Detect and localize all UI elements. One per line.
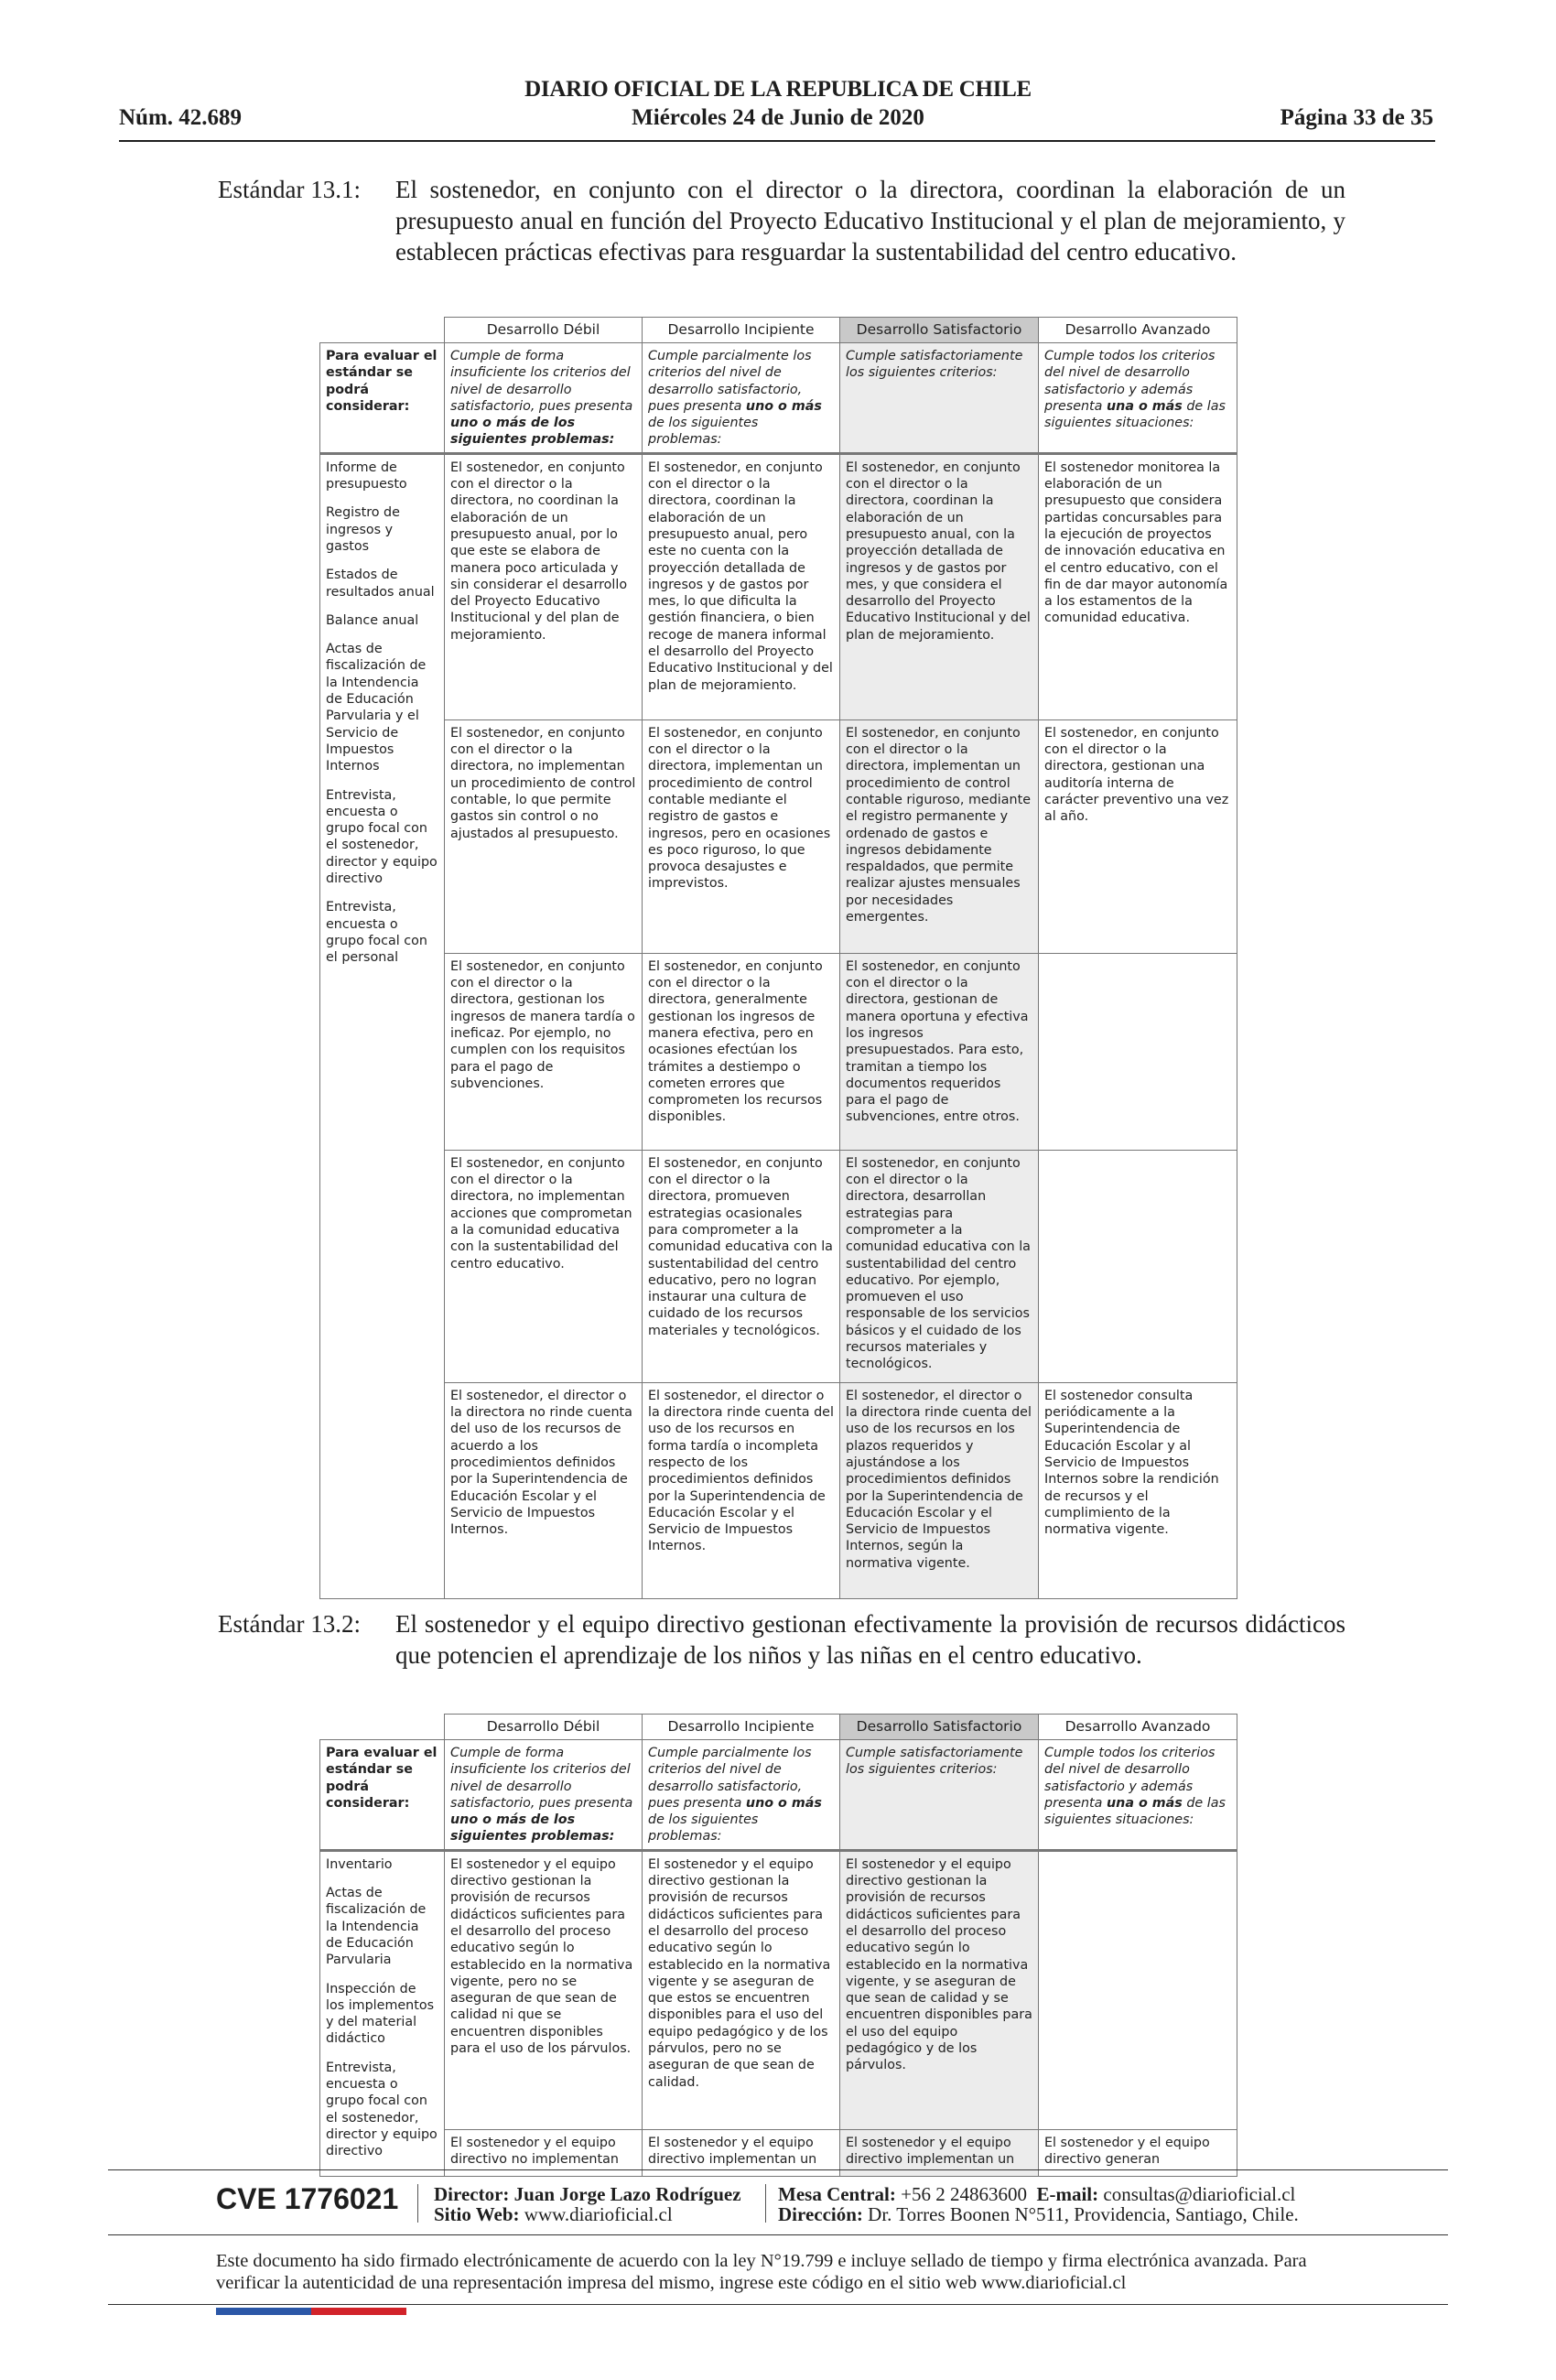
standard-13-1 [218, 174, 1345, 267]
cell-debil: El sostenedor y el equipo directivo no implementan [445, 2130, 643, 2177]
evidence-item: Entrevista, encuesta o grupo focal con el personal [326, 900, 427, 966]
column-header-debil: Desarrollo Débil [445, 318, 643, 343]
column-header-avanzado: Desarrollo Avanzado [1039, 1715, 1237, 1740]
column-header-avanzado: Desarrollo Avanzado [1039, 318, 1237, 343]
rubric-table-13-2 [319, 1714, 1237, 2177]
phone-label: Mesa Central: [778, 2183, 896, 2205]
director-name: Juan Jorge Lazo Rodríguez [513, 2183, 741, 2205]
cell-debil: El sostenedor, en conjunto con el director o la directora, no coordinan la elaboración de un presupuesto anual, por lo que este se elabora de manera poco articulada y sin considerar el desarrollo del Proyecto Educativo Institucional y del plan de mejoramiento. [445, 453, 643, 719]
criteria-satisfactorio: Cumple satisfactoriamente los siguientes criterios: [840, 1740, 1039, 1851]
issue-number: Núm. 42.689 [119, 105, 243, 130]
standard-text: El sostenedor, en conjunto con el director o la directora, coordinan la elaboración de un presupuesto anual en función del Proyecto Educativo Institucional y el plan de mejoramiento, y establecen prácticas efectivas para resguardar la sustentabilidad del centro educativo. [395, 176, 1345, 265]
newspaper-title: DIARIO OFICIAL DE LA REPUBLICA DE CHILE [524, 77, 1032, 102]
column-header-satisfactorio: Desarrollo Satisfactorio [840, 1715, 1039, 1740]
phone-number: +56 2 24863600 [901, 2183, 1027, 2205]
cell-satisfactorio: El sostenedor y el equipo directivo gestionan la provisión de recursos didácticos suficientes para el desarrollo del proceso educativo según lo establecido en la normativa vigente, y se aseguran de que sean de calidad y se encuentren disponibles para el uso del equipo pedagógico y de los párvulos. [840, 1850, 1039, 2129]
email-link[interactable]: consultas@diarioficial.cl [1103, 2183, 1296, 2205]
website-label: Sitio Web: [434, 2203, 520, 2225]
cell-avanzado: El sostenedor monitorea la elaboración de un presupuesto que considera partidas concursables para la ejecución de proyectos de innovación educativa en el centro educativo, con el fin de dar mayor autonomía a los estamentos de la comunidad educativa. [1039, 453, 1237, 719]
criteria-incipiente: Cumple parcialmente los criterios del nivel de desarrollo satisfactorio, pues presenta uno o más de los siguientes problemas: [643, 1740, 840, 1851]
director-label: Director: [434, 2183, 510, 2205]
cell-avanzado [1039, 953, 1237, 1150]
evidence-item: Registro de ingresos y gastos [326, 505, 400, 554]
standard-label: Estándar 13.2: [218, 1610, 361, 1638]
standard-text: El sostenedor y el equipo directivo gestionan efectivamente la provisión de recursos didácticos que potencien el aprendizaje de los niños y las niñas en el centro educativo. [395, 1610, 1345, 1669]
cell-avanzado: El sostenedor y el equipo directivo generan [1039, 2130, 1237, 2177]
cell-debil: El sostenedor, en conjunto con el director o la directora, gestionan los ingresos de manera tardía o ineficaz. Por ejemplo, no cumplen con los requisitos para el pago de subvenciones. [445, 953, 643, 1150]
cell-debil: El sostenedor y el equipo directivo gestionan la provisión de recursos didácticos suficientes para el desarrollo del proceso educativo según lo establecido en la normativa vigente, pero no se aseguran de que sean de calidad ni que se encuentren disponibles para el uso de los párvulos. [445, 1850, 643, 2129]
evidence-item: Actas de fiscalización de la Intendencia de Educación Parvularia y el Servicio de Impuestos Internos [326, 642, 427, 774]
email-label: E-mail: [1036, 2183, 1099, 2205]
footer-divider [108, 2169, 1448, 2170]
cell-incipiente: El sostenedor, en conjunto con el director o la directora, promueven estrategias ocasionales para comprometer a la comunidad educativa con la sustentabilidad del centro educativo, pero no logran instaurar una cultura de cuidado de los recursos materiales y tecnológicos. [643, 1150, 840, 1382]
cell-avanzado [1039, 1850, 1237, 2129]
evidence-item: Entrevista, encuesta o grupo focal con el sostenedor, director y equipo directivo [326, 787, 438, 887]
cve-code: CVE 1776021 [216, 2182, 399, 2215]
evidence-item: Actas de fiscalización de la Intendencia de Educación Parvularia [326, 1886, 427, 1968]
evidence-item: Entrevista, encuesta o grupo focal con el sostenedor, director y equipo directivo [326, 2060, 438, 2159]
header-blank-cell [320, 1715, 445, 1740]
signature-notice: Este documento ha sido firmado electrónicamente de acuerdo con la ley N°19.799 e incluye sellado de tiempo y firma electrónica avanzada. Para verificar la autenticidad de una representación impresa del mismo, ingrese este código en el sitio web www.diarioficial.cl [216, 2251, 1307, 2293]
standard-label: Estándar 13.1: [218, 176, 361, 203]
address-label: Dirección: [778, 2203, 863, 2225]
website-link[interactable]: www.diarioficial.cl [524, 2203, 673, 2225]
header-divider [119, 140, 1435, 142]
cell-incipiente: El sostenedor, en conjunto con el director o la directora, generalmente gestionan los ingresos de manera efectiva, pero en ocasiones efectúan los trámites a destiempo o cometen errores que comprometen los recursos disponibles. [643, 953, 840, 1150]
cell-satisfactorio: El sostenedor, en conjunto con el director o la directora, gestionan de manera oportuna y efectiva los ingresos presupuestados. Para esto, tramitan a tiempo los documentos requeridos para el pago de subvenciones, entre otros. [840, 953, 1039, 1150]
footer-contact-right [778, 2184, 1299, 2224]
evidence-item: Inspección de los implementos y del material didáctico [326, 1981, 435, 2047]
criteria-debil: Cumple de forma insuficiente los criterios del nivel de desarrollo satisfactorio, pues presenta uno o más de los siguientes problemas: [445, 343, 643, 454]
footer-contact-left [434, 2184, 741, 2224]
evaluation-label: Para evaluar el estándar se podrá considerar: [320, 1740, 445, 1851]
cell-debil: El sostenedor, en conjunto con el director o la directora, no implementan acciones que comprometan a la comunidad educativa con la sustentabilidad del centro educativo. [445, 1150, 643, 1382]
evidence-list [320, 453, 445, 1598]
standard-13-2 [218, 1608, 1345, 1671]
footer-divider [108, 2234, 1448, 2235]
column-header-incipiente: Desarrollo Incipiente [643, 318, 840, 343]
column-header-satisfactorio: Desarrollo Satisfactorio [840, 318, 1039, 343]
footer-separator [765, 2184, 766, 2223]
cell-satisfactorio: El sostenedor, el director o la directora rinde cuenta del uso de los recursos en los plazos requeridos y ajustándose a los procedimientos definidos por la Superintendencia de Educación Escolar y el Servicio de Impuestos Internos, según la normativa vigente. [840, 1382, 1039, 1598]
issue-date: Miércoles 24 de Junio de 2020 [632, 105, 924, 130]
evidence-item: Informe de presupuesto [326, 460, 407, 492]
evidence-list [320, 1850, 445, 2176]
cell-satisfactorio: El sostenedor, en conjunto con el director o la directora, desarrollan estrategias para comprometer a la comunidad educativa con la sustentabilidad del centro educativo. Por ejemplo, promueven el uso responsable de los servicios básicos y el cuidado de los recursos materiales y tecnológicos. [840, 1150, 1039, 1382]
criteria-satisfactorio: Cumple satisfactoriamente los siguientes criterios: [840, 343, 1039, 454]
cell-satisfactorio: El sostenedor, en conjunto con el director o la directora, coordinan la elaboración de un presupuesto anual, con la proyección detallada de ingresos y de gastos por mes, y que considera el desarrollo del Proyecto Educativo Institucional y del plan de mejoramiento. [840, 453, 1039, 719]
footer-divider [108, 2304, 1448, 2305]
cell-satisfactorio: El sostenedor, en conjunto con el director o la directora, implementan un procedimiento de control contable riguroso, mediante el registro permanente y ordenado de gastos e ingresos debidamente respaldados, que permite realizar ajustes mensuales por necesidades emergentes. [840, 719, 1039, 953]
footer-separator [417, 2184, 418, 2223]
cell-debil: El sostenedor, el director o la directora no rinde cuenta del uso de los recursos de acuerdo a los procedimientos definidos por la Superintendencia de Educación Escolar y el Servicio de Impuestos Internos. [445, 1382, 643, 1598]
address-text: Dr. Torres Boonen N°511, Providencia, Santiago, Chile. [868, 2203, 1299, 2225]
evidence-item: Inventario [326, 1856, 393, 1872]
cell-incipiente: El sostenedor, en conjunto con el director o la directora, coordinan la elaboración de un presupuesto anual, pero este no cuenta con la proyección detallada de ingresos y de gastos por mes, lo que dificulta la gestión financiera, o bien recoge de manera informal el desarrollo del Proyecto Educativo Institucional y del plan de mejoramiento. [643, 453, 840, 719]
cell-avanzado: El sostenedor, en conjunto con el director o la directora, gestionan una auditoría interna de carácter preventivo una vez al año. [1039, 719, 1237, 953]
column-header-debil: Desarrollo Débil [445, 1715, 643, 1740]
evaluation-label: Para evaluar el estándar se podrá considerar: [320, 343, 445, 454]
cell-satisfactorio: El sostenedor y el equipo directivo implementan un [840, 2130, 1039, 2177]
cell-avanzado [1039, 1150, 1237, 1382]
flag-blue-bar [216, 2308, 311, 2315]
evidence-item: Balance anual [326, 612, 419, 628]
cell-debil: El sostenedor, en conjunto con el director o la directora, no implementan un procedimiento de control contable, lo que permite gastos sin control o no ajustados al presupuesto. [445, 719, 643, 953]
cell-incipiente: El sostenedor y el equipo directivo implementan un [643, 2130, 840, 2177]
cell-incipiente: El sostenedor, en conjunto con el director o la directora, implementan un procedimiento de control contable mediante el registro de gastos e ingresos, pero en ocasiones es poco riguroso, lo que provoca desajustes e imprevistos. [643, 719, 840, 953]
column-header-incipiente: Desarrollo Incipiente [643, 1715, 840, 1740]
criteria-debil: Cumple de forma insuficiente los criterios del nivel de desarrollo satisfactorio, pues presenta uno o más de los siguientes problemas: [445, 1740, 643, 1851]
page-number: Página 33 de 35 [1280, 105, 1433, 130]
criteria-avanzado: Cumple todos los criterios del nivel de desarrollo satisfactorio y además presenta una o más de las siguientes situaciones: [1039, 1740, 1237, 1851]
cell-incipiente: El sostenedor, el director o la directora rinde cuenta del uso de los recursos en forma tardía o incompleta respecto de los procedimientos definidos por la Superintendencia de Educación Escolar y el Servicio de Impuestos Internos. [643, 1382, 840, 1598]
evidence-item: Estados de resultados anual [326, 568, 435, 600]
cell-avanzado: El sostenedor consulta periódicamente a la Superintendencia de Educación Escolar y al Servicio de Impuestos Internos sobre la rendición de recursos y el cumplimiento de la normativa vigente. [1039, 1382, 1237, 1598]
criteria-incipiente: Cumple parcialmente los criterios del nivel de desarrollo satisfactorio, pues presenta uno o más de los siguientes problemas: [643, 343, 840, 454]
flag-red-bar [311, 2308, 406, 2315]
rubric-table-13-1 [319, 317, 1237, 1599]
header-blank-cell [320, 318, 445, 343]
cell-incipiente: El sostenedor y el equipo directivo gestionan la provisión de recursos didácticos suficientes para el desarrollo del proceso educativo según lo establecido en la normativa vigente y se aseguran de que estos se encuentren disponibles para el uso del equipo pedagógico y de los párvulos, pero no se aseguran de que sean de calidad. [643, 1850, 840, 2129]
criteria-avanzado: Cumple todos los criterios del nivel de desarrollo satisfactorio y además presenta una o más de las siguientes situaciones: [1039, 343, 1237, 454]
